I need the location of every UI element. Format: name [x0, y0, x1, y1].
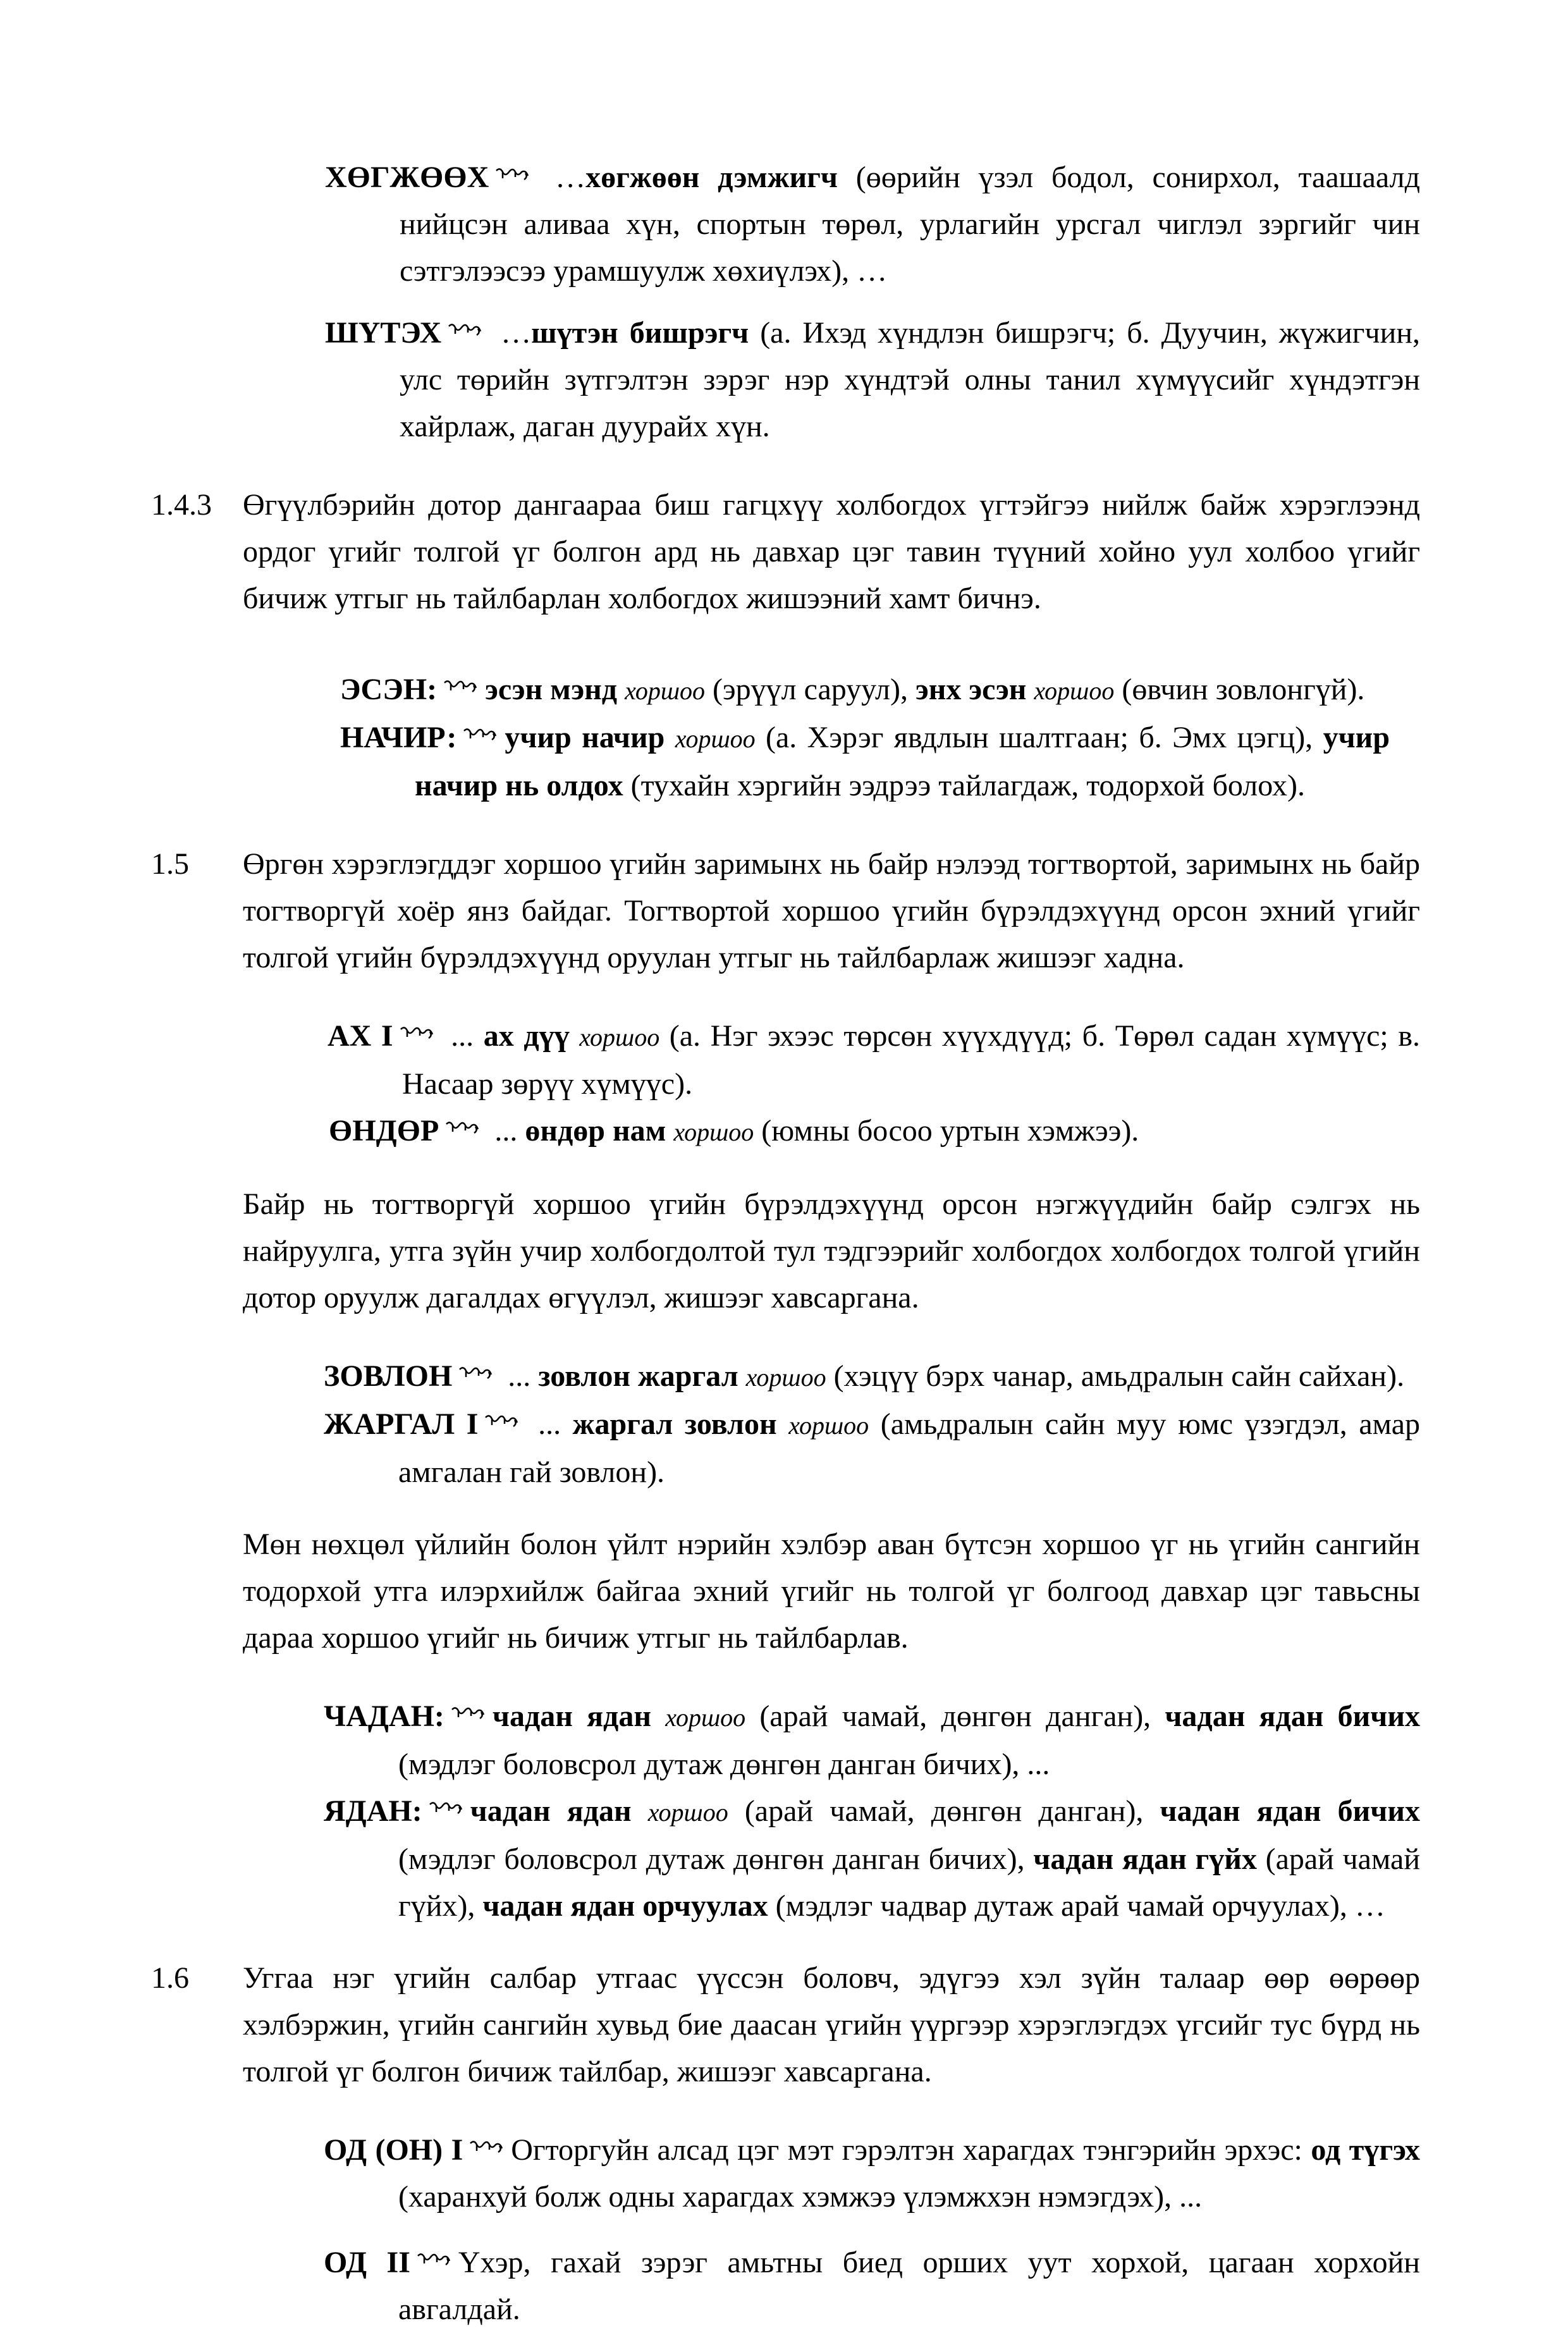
body-text: Мөн нөхцөл үйлийн болон үйлт нэрийн хэлбэр аван бүтсэн хоршоо үг нь үгийн сангийн тодорхой утга илэрхийлж байгаа эхний үгийг нь толгой үг болгоод давхар цэг тавьсны дараа хоршоо үгийг нь бичиж утгыг нь тайлбарлав. [243, 1528, 1420, 1655]
headword-text: шүтэн бишрэгч [531, 316, 749, 350]
dictionary-entry-esen [340, 666, 1390, 714]
grammar-label: хоршоо [745, 1363, 826, 1392]
headword-text: од түгэх [1311, 2133, 1420, 2167]
mongolian-script-icon [494, 154, 532, 201]
body-text: (тухайн хэргийн ээдрээ тайлагдаж, тодорхой болох). [623, 769, 1305, 802]
body-text: (амьдралын сайн муу юмс үзэгдэл, амар амгалан гай зовлон). [398, 1407, 1421, 1489]
headword-text: АХ I [328, 1019, 393, 1053]
dictionary-entry-zovlon [324, 1353, 1420, 1401]
body-text [617, 673, 625, 706]
mongolian-script-icon [468, 2127, 506, 2174]
grammar-label: хоршоо [625, 677, 706, 705]
headword-text: ШҮТЭХ [325, 316, 442, 350]
headword-text: чадан ядан бичих [1160, 1794, 1421, 1828]
body-text: ... [500, 1359, 539, 1393]
body-text [1026, 673, 1034, 706]
headword-text: ХӨГЖӨӨХ [325, 161, 489, 194]
headword-text: ОД (ОН) I [324, 2133, 463, 2167]
headword-text: энх эсэн [915, 673, 1027, 706]
body-text: (хэцүү бэрх чанар, амьдралын сайн сайхан). [826, 1359, 1405, 1393]
body-text [666, 1114, 673, 1148]
headword-text: чадан ядан орчуулах [482, 1889, 768, 1923]
dictionary-entry-shuteh [325, 310, 1420, 450]
body-text: (мэдлэг чадвар дутаж арай чамай орчуулах), … [768, 1889, 1385, 1923]
paragraph-1-4-3 [151, 482, 1420, 622]
body-text [632, 1794, 648, 1828]
body-text: Байр нь тогтворгүй хоршоо үгийн бүрэлдэхүүнд орсон нэгжүүдийн байр сэлгэх нь найруулга, утга зүйн учир холбогдолтой тул тэдгээрийг холбогдох холбогдох толгой үгийн дотор оруулж дагалдах өгүүлэл, жишээг хавсаргана. [243, 1187, 1420, 1314]
dictionary-entry-od-1 [324, 2127, 1420, 2220]
headword-text: ӨНДӨР [329, 1114, 439, 1148]
body-text: (өөрийн үзэл бодол, сонирхол, таашаалд нийцсэн аливаа хүн, спортын төрөл, урлагийн урсгал чиглэл зэргийг чин сэтгэлээсээ урамшуулж хөхиүлэх), … [400, 161, 1421, 288]
mongolian-script-icon [427, 1788, 465, 1835]
headword-text: чадан ядан гүйх [1033, 1842, 1257, 1876]
headword-text: ЖАРГАЛ I [324, 1407, 479, 1441]
dictionary-entry-yadan [324, 1788, 1420, 1930]
body-text: (өвчин зовлонгүй). [1114, 673, 1365, 706]
paragraph-1-5 [151, 841, 1420, 981]
section-number: 1.5 [151, 847, 189, 881]
body-text: … [537, 161, 586, 194]
dictionary-entry-ah [328, 1013, 1420, 1108]
body-text: (а. Хэрэг явдлын шалтгаан; б. Эмх цэгц), [755, 721, 1323, 754]
dictionary-entry-chadan [324, 1693, 1420, 1788]
headword-text: чадан ядан [492, 1699, 651, 1733]
grammar-label: хоршоо [1034, 677, 1115, 705]
headword-text: ЯДАН: [324, 1794, 422, 1828]
body-text: (арай чамай гүйх), [398, 1842, 1421, 1923]
mongolian-script-icon [442, 666, 480, 713]
headword-text: өндөр нам [525, 1114, 666, 1148]
grammar-label: хоршоо [675, 725, 756, 753]
dictionary-entry-od-2 [324, 2239, 1420, 2333]
headword-text: зовлон жаргал [538, 1359, 738, 1393]
body-text: … [489, 316, 532, 350]
mongolian-script-icon [398, 1013, 436, 1060]
section-number: 1.6 [151, 1961, 189, 1995]
headword-text: ЧАДАН: [324, 1699, 444, 1733]
body-text: (а. Ихэд хүндлэн бишрэгч; б. Дуучин, жүжигчин, улс төрийн зүтгэлтэн зэрэг нэр хүндтэй олны танил хүмүүсийг хүндэтгэн хайрлаж, даган дуурайх хүн. [400, 316, 1421, 443]
paragraph-bair [243, 1181, 1420, 1321]
headword-text: ах дүү [483, 1019, 570, 1053]
body-text: Өгүүлбэрийн дотор дангаараа биш гагцхүү холбогдох үгтэйгээ нийлж байж хэрэглээнд ордог үгийг толгой үг болгон ард нь давхар цэг тавин түүний хойно уул холбоо үгийг бичиж утгыг нь тайлбарлан холбогдох жишээний хамт бичнэ. [243, 488, 1420, 615]
body-text: (арай чамай, дөнгөн данган), [745, 1699, 1165, 1733]
body-text: Уггаа нэг үгийн салбар утгаас үүссэн боловч, эдүгээ хэл зүйн талаар өөр өөрөөр хэлбэржин, үгийн сангийн хувьд бие даасан үгийн үүргээр хэрэглэгдэх үгсийг тус бүрд нь толгой үг болгон бичиж тайлбар, жишээг хавсаргана. [243, 1961, 1420, 2088]
paragraph-1-6 [151, 1955, 1420, 2095]
grammar-label: хоршоо [647, 1798, 728, 1827]
grammar-label: хоршоо [579, 1023, 660, 1051]
paragraph-mon [243, 1521, 1420, 1662]
headword-text: ЭСЭН: [340, 673, 438, 706]
mongolian-script-icon [450, 1693, 487, 1740]
body-text: (арай чамай, дөнгөн данган), [728, 1794, 1160, 1828]
body-text [570, 1019, 580, 1053]
mongolian-script-icon [462, 714, 499, 761]
headword-text: хөгжөөн дэмжигч [585, 161, 838, 194]
headword-text: эсэн мэнд [485, 673, 618, 706]
headword-text: ОД II [324, 2246, 410, 2279]
mongolian-script-icon [457, 1353, 495, 1400]
body-text [777, 1407, 789, 1441]
headword-text: ЗОВЛОН [324, 1359, 453, 1393]
body-text: (юмны босоо уртын хэмжээ). [754, 1114, 1139, 1148]
document-page [0, 154, 1568, 2333]
section-number: 1.4.3 [151, 488, 212, 522]
mongolian-script-icon [415, 2239, 453, 2286]
body-text: (эрүүл саруул), [705, 673, 916, 706]
headword-text: учир начир [505, 721, 665, 754]
body-text [738, 1359, 746, 1393]
dictionary-entry-jargal [324, 1401, 1420, 1496]
body-text [665, 721, 675, 754]
body-text: (а. Нэг эхээс төрсөн хүүхдүүд; б. Төрөл садан хүмүүс; в. Насаар зөрүү хүмүүс). [402, 1019, 1421, 1101]
grammar-label: хоршоо [673, 1118, 754, 1146]
headword-text: чадан ядан бичих [1165, 1699, 1421, 1733]
dictionary-entry-ondor [329, 1108, 1420, 1156]
dictionary-entry-nachir [340, 714, 1390, 809]
headword-text: жаргал зовлон [572, 1407, 777, 1441]
grammar-label: хоршоо [788, 1411, 869, 1440]
body-text [651, 1699, 665, 1733]
body-text: (харанхуй болж одны харагдах хэмжээ үлэмжхэн нэмэгдэх), ... [398, 2180, 1203, 2214]
body-text: Үхэр, гахай зэрэг амьтны биед орших уут хорхой, цагаан хорхойн авгалдай. [398, 2246, 1420, 2326]
body-text: (мэдлэг боловсрол дутаж дөнгөн данган бичих), ... [398, 1748, 1050, 1781]
headword-text: чадан ядан [470, 1794, 632, 1828]
body-text: (мэдлэг боловсрол дутаж дөнгөн данган бичих), [398, 1842, 1034, 1876]
body-text: ... [441, 1019, 484, 1053]
body-text: Өргөн хэрэглэгддэг хоршоо үгийн заримынх нь байр нэлээд тогтвортой, заримынх нь байр тогтворгүй хоёр янз байдаг. Тогтвортой хоршоо үгийн бүрэлдэхүүнд орсон эхний үгийг толгой үгийн бүрэлдэхүүнд оруулан утгыг нь тайлбарлаж жишээг хадна. [243, 847, 1420, 974]
mongolian-script-icon [446, 310, 484, 357]
body-text: ... [487, 1114, 525, 1148]
body-text: ... [526, 1407, 573, 1441]
headword-text: учир начир нь олдох [415, 721, 1390, 802]
dictionary-entry-hogjooh [325, 154, 1420, 295]
headword-text: НАЧИР: [340, 721, 457, 754]
mongolian-script-icon [444, 1108, 482, 1154]
mongolian-script-icon [483, 1401, 521, 1448]
grammar-label: хоршоо [665, 1703, 746, 1732]
body-text: Огторгуйн алсад цэг мэт гэрэлтэн харагдах тэнгэрийн эрхэс: [511, 2133, 1311, 2167]
